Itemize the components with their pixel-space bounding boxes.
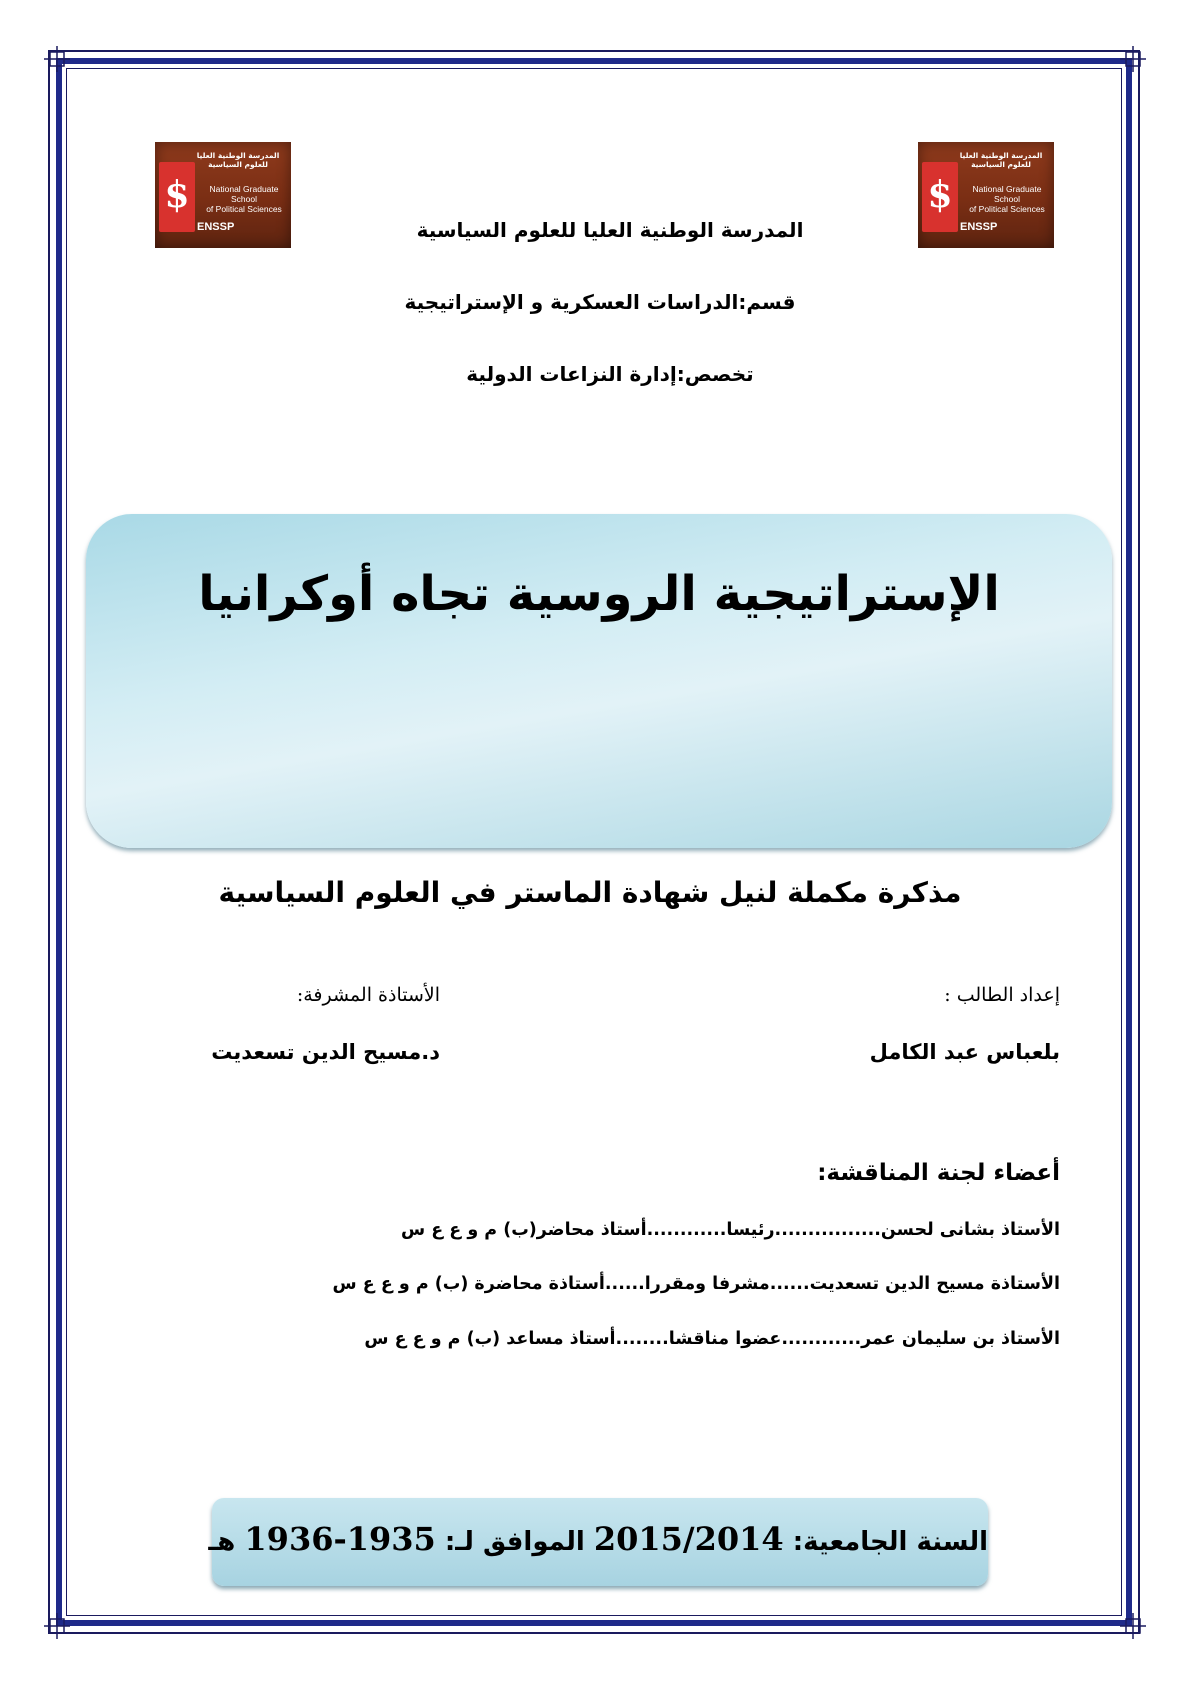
year-connector: الموافق لـ: — [444, 1527, 585, 1557]
logo-abbreviation: ENSSP — [197, 221, 235, 233]
student-label: إعداد الطالب : — [944, 984, 1060, 1006]
supervisor-name: د.مسيح الدين تسعديت — [211, 1040, 440, 1064]
supervisor-label: الأستاذة المشرفة: — [296, 984, 440, 1006]
corner-ornament-icon — [44, 1613, 70, 1639]
academic-year-label: السنة الجامعية: — [792, 1527, 988, 1557]
logo-arabic-name: المدرسة الوطنية العليا للعلوم السياسية — [196, 151, 280, 169]
student-name: بلعباس عبد الكامل — [869, 1040, 1060, 1064]
jury-heading: أعضاء لجنة المناقشة: — [817, 1160, 1060, 1186]
jury-member-row: الأستاذ بن سليمان عمر............عضوا مناقشا........أستاذ مساعد (ب) م و ع ع س — [364, 1329, 1060, 1349]
jury-member-row: الأستاذة مسيح الدين تسعديت......مشرفا ومقررا......أستاذة محاضرة (ب) م و ع ع س — [332, 1274, 1060, 1294]
school-logo-left — [155, 142, 291, 248]
corner-ornament-icon — [1120, 1613, 1146, 1639]
corner-ornament-icon — [44, 46, 70, 72]
logo-abbreviation: ENSSP — [960, 221, 998, 233]
gregorian-year: 2015/2014 — [593, 1520, 784, 1558]
logo-english-name: National Graduate School of Political Sciences — [206, 184, 282, 214]
institution-name: المدرسة الوطنية العليا للعلوم السياسية — [416, 218, 804, 242]
logo-badge — [159, 162, 195, 232]
specialty-name: تخصص:إدارة النزاعات الدولية — [466, 362, 754, 386]
logo-english-name: National Graduate School of Political Sciences — [969, 184, 1045, 214]
hijri-suffix: هـ — [208, 1527, 236, 1557]
logo-badge — [922, 162, 958, 232]
corner-ornament-icon — [1120, 46, 1146, 72]
academic-year — [208, 1520, 988, 1558]
academic-year-box — [208, 1498, 988, 1586]
thesis-subtitle: مذكرة مكملة لنيل شهادة الماستر في العلوم السياسية — [218, 876, 962, 909]
logo-arabic-name: المدرسة الوطنية العليا للعلوم السياسية — [959, 151, 1043, 169]
jury-member-row: الأستاذ بشانى لحسن................رئيسا............أستاذ محاضر(ب) م و ع ع س — [400, 1220, 1060, 1240]
school-logo-right — [918, 142, 1054, 248]
thesis-title: الإستراتيجية الروسية تجاه أوكرانيا — [198, 566, 1000, 622]
dollar-sign-icon: $ — [927, 174, 953, 216]
hijri-year: 1935-1936 — [244, 1520, 436, 1558]
dollar-sign-icon: $ — [164, 174, 190, 216]
title-panel — [86, 514, 1112, 848]
department-name: قسم:الدراسات العسكرية و الإستراتيجية — [404, 290, 796, 314]
